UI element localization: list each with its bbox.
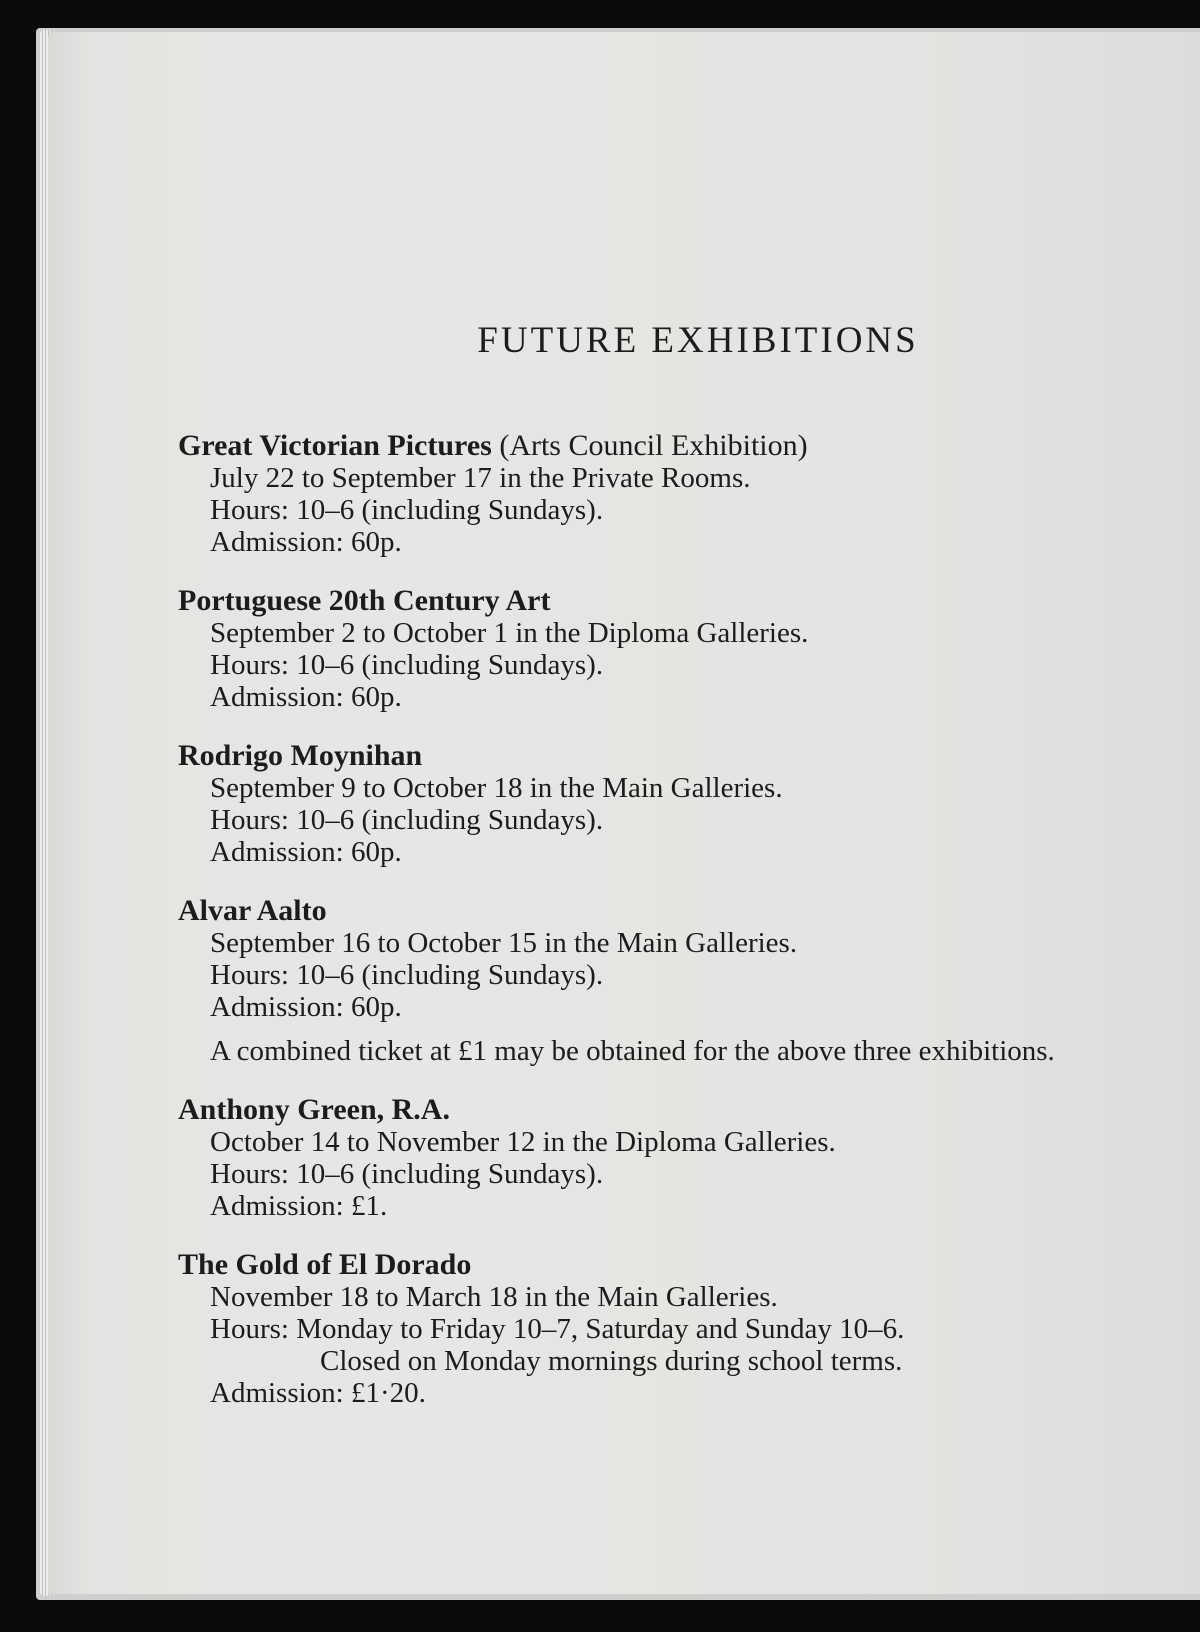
exhibition-dates: September 16 to October 15 in the Main Galleries. <box>210 927 798 959</box>
exhibition-name: Rodrigo Moynihan <box>178 739 423 772</box>
combined-ticket-note: A combined ticket at £1 may be obtained for the above three exhibitions. <box>210 1035 1055 1067</box>
exhibition-dates: September 2 to October 1 in the Diploma Galleries. <box>210 617 809 649</box>
exhibition-name: Great Victorian Pictures <box>178 429 492 462</box>
exhibition-hours: Hours: 10–6 (including Sundays). <box>210 494 604 526</box>
exhibition-entry <box>178 894 1178 1067</box>
exhibition-admission: Admission: 60p. <box>210 681 402 713</box>
exhibition-title <box>178 429 1178 462</box>
exhibition-entry <box>178 1093 1178 1222</box>
exhibition-dates: July 22 to September 17 in the Private Rooms. <box>210 462 751 494</box>
exhibition-name: Portuguese 20th Century Art <box>178 584 551 617</box>
exhibition-admission: Admission: 60p. <box>210 991 402 1023</box>
exhibition-admission: Admission: 60p. <box>210 526 402 558</box>
exhibition-hours: Hours: 10–6 (including Sundays). <box>210 804 604 836</box>
exhibition-hours: Hours: 10–6 (including Sundays). <box>210 959 604 991</box>
exhibition-admission: Admission: £1. <box>210 1190 388 1222</box>
exhibition-entry <box>178 739 1178 868</box>
exhibition-subtitle: (Arts Council Exhibition) <box>499 429 808 462</box>
exhibition-name: The Gold of El Dorado <box>178 1248 472 1281</box>
exhibition-dates: October 14 to November 12 in the Diploma Galleries. <box>210 1126 836 1158</box>
exhibition-admission: Admission: 60p. <box>210 836 402 868</box>
exhibition-admission: Admission: £1·20. <box>210 1377 426 1409</box>
exhibition-dates: September 9 to October 18 in the Main Galleries. <box>210 772 783 804</box>
exhibition-entry <box>178 1248 1178 1409</box>
exhibition-hours: Hours: Monday to Friday 10–7, Saturday and Sunday 10–6. <box>210 1313 905 1345</box>
exhibition-hours: Hours: 10–6 (including Sundays). <box>210 649 604 681</box>
page-title: FUTURE EXHIBITIONS <box>477 320 919 361</box>
exhibition-list <box>178 429 1178 1409</box>
exhibition-name: Alvar Aalto <box>178 894 327 927</box>
exhibition-entry <box>178 429 1178 558</box>
exhibition-entry <box>178 584 1178 713</box>
exhibition-hours: Hours: 10–6 (including Sundays). <box>210 1158 604 1190</box>
exhibition-hours-note: Closed on Monday mornings during school terms. <box>320 1345 903 1377</box>
booklet-page <box>48 32 1200 1594</box>
exhibition-dates: November 18 to March 18 in the Main Galleries. <box>210 1281 778 1313</box>
exhibition-name: Anthony Green, R.A. <box>178 1093 450 1126</box>
